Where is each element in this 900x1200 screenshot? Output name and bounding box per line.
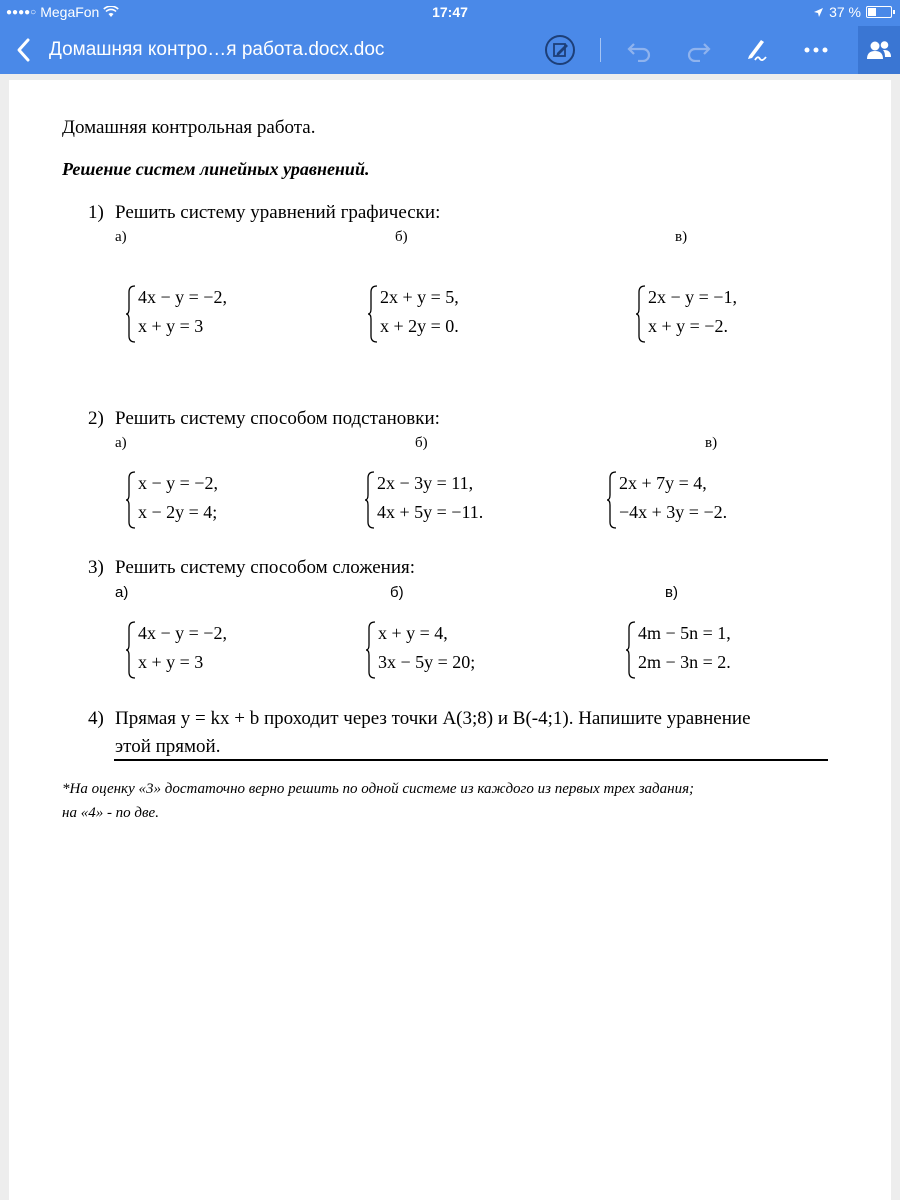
option-label: б) — [390, 584, 404, 601]
pen-signature-icon — [743, 36, 771, 64]
status-bar — [0, 0, 900, 26]
equation: 3x − 5y = 20; — [378, 652, 476, 672]
brace-icon — [126, 621, 136, 679]
equation: x + y = −2. — [648, 316, 728, 336]
document-title: Домашняя контро…я работа.docx.doc — [49, 39, 385, 60]
equation: 2x − y = −1, — [648, 287, 737, 307]
option-label: в) — [675, 229, 688, 245]
option-label: а) — [115, 584, 129, 601]
brace-icon — [607, 471, 617, 529]
edit-document-icon — [544, 34, 576, 66]
task-text: Решить систему способом сложения: — [115, 557, 416, 578]
task-text: этой прямой. — [115, 736, 221, 757]
grading-note: на «4» - по две. — [62, 805, 159, 821]
document-page — [9, 80, 891, 1200]
option-label: б) — [395, 229, 408, 245]
carrier-name: MegaFon — [40, 4, 100, 20]
option-label: в) — [665, 584, 678, 601]
equation: −4x + 3y = −2. — [619, 502, 728, 522]
undo-icon — [626, 38, 654, 62]
equation: x + y = 3 — [138, 652, 204, 672]
battery-percent: 37 % — [829, 4, 861, 20]
toolbar-separator — [600, 38, 601, 62]
brace-icon — [366, 621, 376, 679]
equation: 2x + y = 5, — [380, 287, 459, 307]
task-number: 4) — [88, 708, 104, 729]
task-number: 2) — [88, 408, 104, 429]
equation: x − y = −2, — [138, 473, 218, 493]
task-number: 3) — [88, 557, 104, 578]
document-heading: Домашняя контрольная работа. — [62, 117, 316, 138]
undo-button[interactable] — [624, 34, 656, 66]
equation: 4x − y = −2, — [138, 287, 227, 307]
task-text: Решить систему уравнений графически: — [115, 202, 441, 223]
people-icon — [866, 40, 892, 60]
equation: 2m − 3n = 2. — [638, 652, 731, 672]
equation: 4m − 5n = 1, — [638, 623, 731, 643]
redo-icon — [684, 38, 712, 62]
signal-icon: ●●●●○ — [6, 6, 37, 18]
option-label: а) — [115, 435, 127, 451]
location-arrow-icon — [813, 7, 824, 18]
option-label: в) — [705, 435, 718, 451]
brace-icon — [368, 285, 378, 343]
equation: 2x + 7y = 4, — [619, 473, 707, 493]
task-text: Решить систему способом подстановки: — [115, 408, 440, 429]
back-button[interactable] — [12, 36, 36, 64]
battery-icon — [866, 6, 892, 18]
task-number: 1) — [88, 202, 104, 223]
more-button[interactable] — [800, 34, 832, 66]
horizontal-rule — [114, 759, 828, 761]
option-label: а) — [115, 229, 127, 245]
equation: 4x + 5y = −11. — [377, 502, 484, 522]
more-dots-icon — [804, 46, 828, 54]
option-label: б) — [415, 435, 428, 451]
equation: 4x − y = −2, — [138, 623, 227, 643]
brace-icon — [126, 471, 136, 529]
share-button[interactable] — [858, 26, 900, 74]
equation: x − 2y = 4; — [138, 502, 218, 522]
edit-mode-button[interactable] — [544, 34, 576, 66]
chevron-left-icon — [12, 36, 36, 64]
equation: x + 2y = 0. — [380, 316, 459, 336]
task-text: Прямая y = kx + b проходит через точки A(3;8) и B(-4;1). Напишите уравнение — [115, 708, 751, 729]
brace-icon — [626, 621, 636, 679]
brace-icon — [126, 285, 136, 343]
redo-button[interactable] — [682, 34, 714, 66]
brace-icon — [636, 285, 646, 343]
equation: 2x − 3y = 11, — [377, 473, 474, 493]
status-time: 17:47 — [432, 4, 468, 20]
document-subheading: Решение систем линейных уравнений. — [62, 159, 370, 179]
equation: x + y = 3 — [138, 316, 204, 336]
grading-note: *На оценку «3» достаточно верно решить по одной системе из каждого из первых трех задания; — [62, 781, 695, 797]
pen-button[interactable] — [741, 34, 773, 66]
equation: x + y = 4, — [378, 623, 448, 643]
brace-icon — [365, 471, 375, 529]
app-bar — [0, 26, 900, 74]
